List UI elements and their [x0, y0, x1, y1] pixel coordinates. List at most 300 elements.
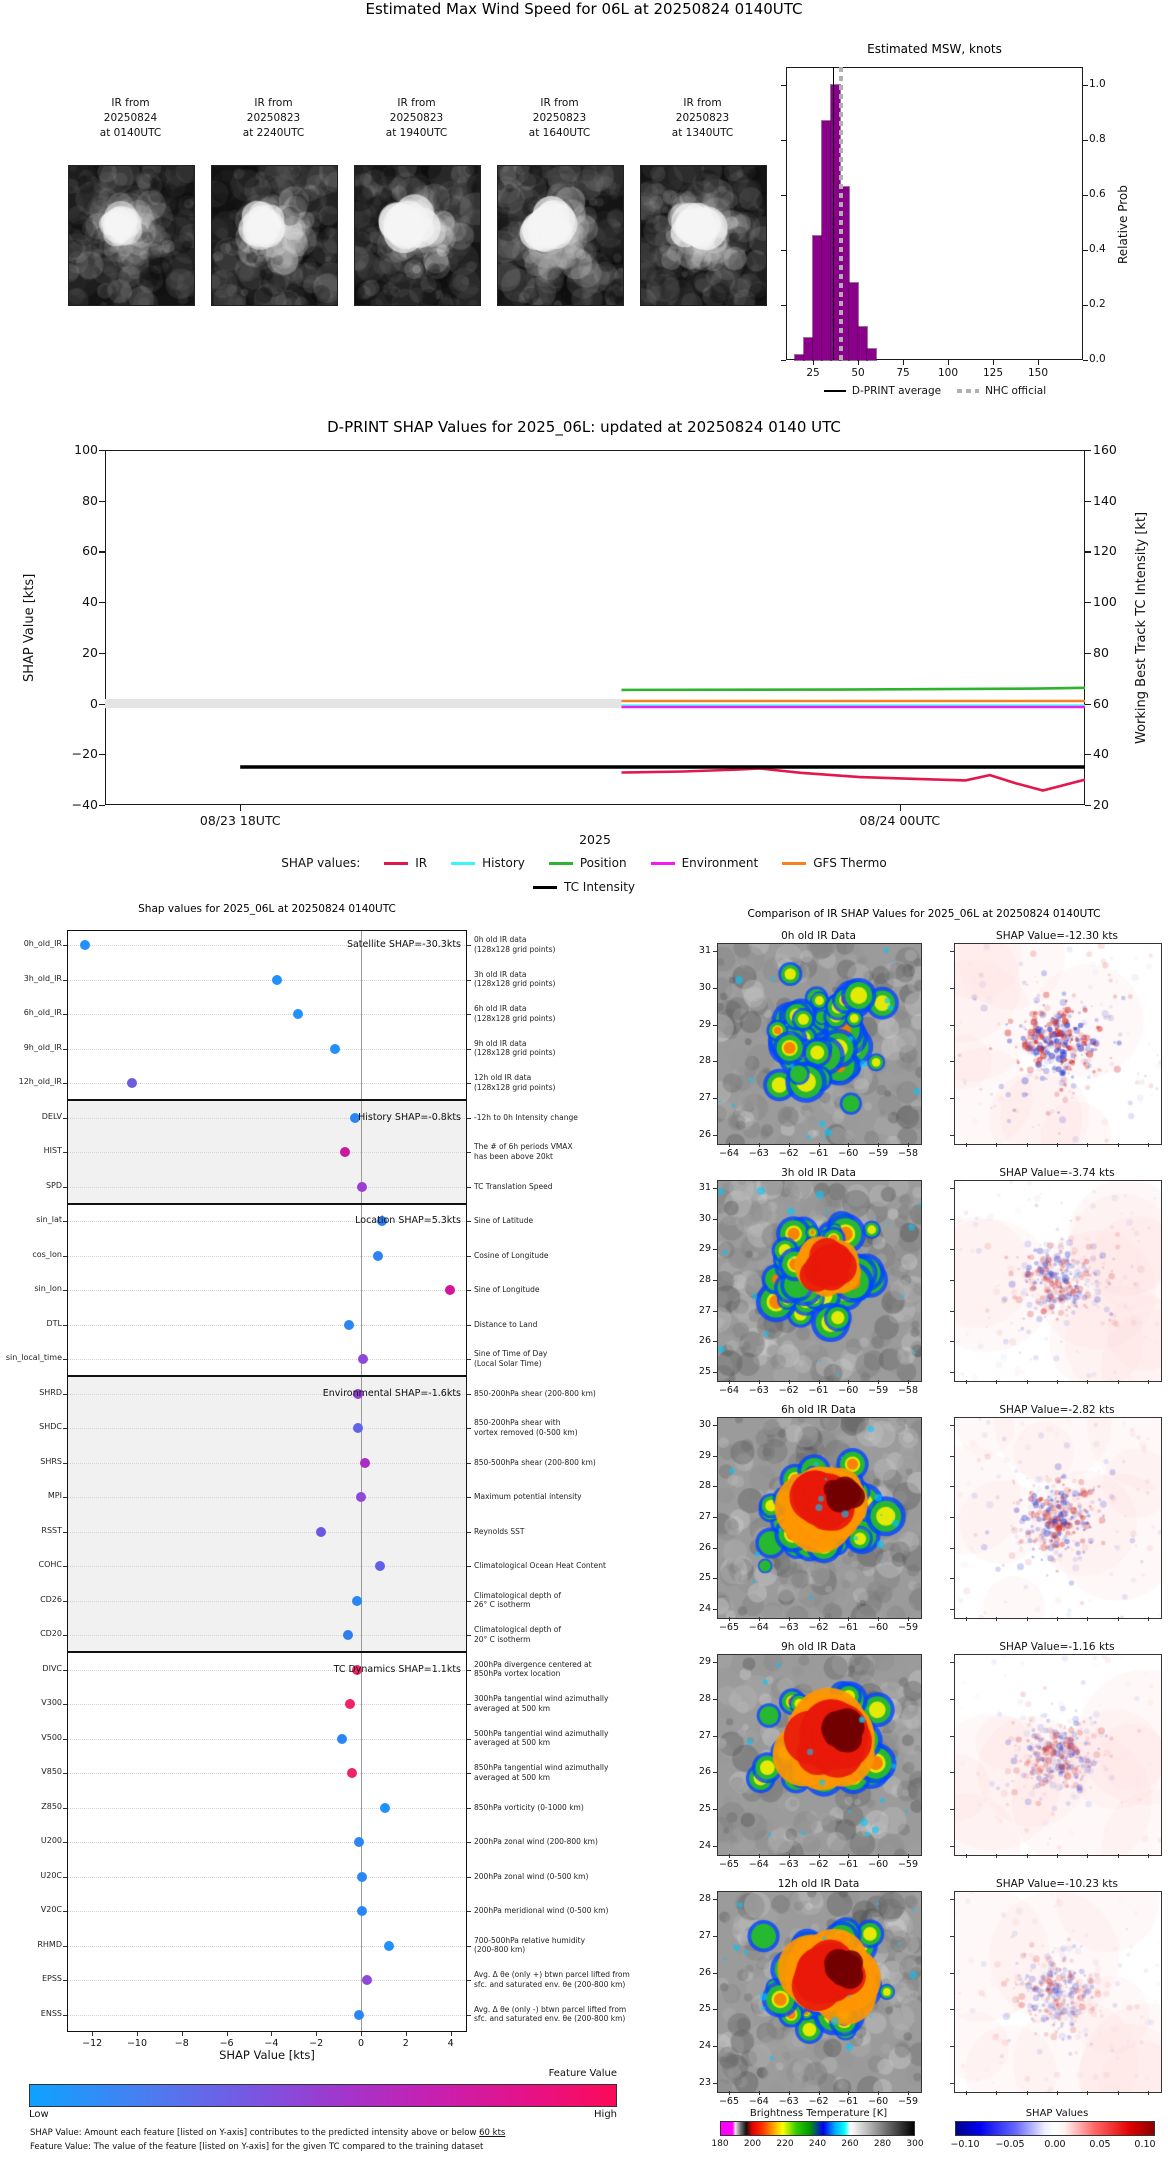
lon-tick-label: −63 [748, 1148, 769, 1159]
feature-description: 200hPa zonal wind (0-500 km) [474, 1871, 589, 1881]
feature-label: sin_local_time [5, 1353, 62, 1362]
lon-tick-mark [996, 1617, 997, 1621]
feature-label: V850 [41, 1767, 62, 1776]
shap-colorbar-tick: 0.05 [1089, 2139, 1111, 2150]
lon-tick-mark [819, 2091, 820, 2095]
lon-tick-mark [966, 1380, 967, 1384]
lat-tick-mark [950, 1973, 954, 1974]
ir-data-map [717, 1180, 922, 1382]
timeseries-xtick-label: 08/24 00UTC [859, 813, 941, 828]
lon-tick-mark [1118, 1143, 1119, 1147]
feature-label: V500 [41, 1732, 62, 1742]
shap-map-title: SHAP Value=-10.23 kts [996, 1878, 1118, 1890]
feature-label: V300 [41, 1698, 62, 1707]
feature-description: 12h old IR data (128x128 grid points) [474, 1073, 556, 1092]
feature-description: 6h old IR data (128x128 grid points) [474, 1004, 556, 1023]
lat-tick-mark [713, 1899, 717, 1900]
histogram-xtick-label: 50 [851, 367, 865, 379]
beeswarm-xtick-label: −6 [219, 2038, 234, 2049]
lon-tick-label: −63 [778, 1622, 799, 1633]
lat-tick-mark [713, 2083, 717, 2084]
lon-tick-mark [1148, 1143, 1149, 1147]
histogram-ytick-label: 0.4 [1089, 243, 1106, 255]
lon-tick-label: −58 [897, 1148, 919, 1159]
histogram-ytick-label: 0.2 [1089, 298, 1106, 310]
lon-tick-mark [996, 1143, 997, 1147]
lat-tick-mark [713, 1486, 717, 1487]
feature-label: DELV [41, 1111, 62, 1121]
lon-tick-mark [996, 1854, 997, 1858]
shap-map [954, 1654, 1162, 1856]
timeseries-ytick-right: 120 [1093, 543, 1117, 559]
lat-tick-mark [713, 1135, 717, 1136]
lon-tick-label: −60 [838, 1385, 859, 1396]
lat-tick-mark [950, 2083, 954, 2084]
feature-label: 3h_old_IR [23, 973, 62, 983]
bt-colorbar [720, 2121, 915, 2136]
shap-colorbar-tick: −0.05 [995, 2139, 1025, 2150]
lon-tick-mark [759, 1143, 760, 1147]
footnote-line: Feature Value: The value of the feature [listed on Y-axis] for the given TC compared to the training dataset [30, 2142, 484, 2152]
feature-label: U200 [40, 1836, 62, 1845]
lat-tick-label: 26 [698, 1766, 711, 1778]
histogram-ytick-label: 0.0 [1089, 353, 1106, 365]
feature-description: 850-200hPa shear with vortex removed (0-500 km) [474, 1418, 578, 1437]
lat-tick-mark [713, 1846, 717, 1847]
lat-tick-label: 25 [698, 2003, 711, 2015]
lon-tick-mark [996, 2091, 997, 2095]
feature-description: 0h old IR data (128x128 grid points) [474, 935, 556, 954]
beeswarm-xtick-label: 4 [447, 2038, 454, 2049]
section-header: Environmental SHAP=-1.6kts [322, 1387, 461, 1399]
lon-tick-mark [1087, 1854, 1088, 1858]
ir-thumbnail-label: IR from 20250824 at 0140UTC [99, 97, 162, 139]
page-title: Estimated Max Wind Speed for 06L at 20250824 0140UTC [365, 0, 803, 18]
lat-tick-mark [713, 1936, 717, 1937]
comparison-title: Comparison of IR SHAP Values for 2025_06L at 20250824 0140UTC [747, 908, 1101, 920]
bt-colorbar-tick: 280 [873, 2139, 892, 2149]
feature-value-colorbar-title: Feature Value [548, 2068, 617, 2079]
legend-label: IR [415, 856, 428, 870]
lon-tick-mark [848, 1854, 849, 1858]
lat-tick-mark [713, 1772, 717, 1773]
lat-tick-mark [950, 1517, 954, 1518]
beeswarm-xtick-label: 2 [402, 2038, 409, 2049]
lon-tick-mark [729, 1143, 730, 1147]
feature-label: sin_lat [36, 1215, 62, 1224]
lon-tick-mark [878, 1617, 879, 1621]
shap-map [954, 1891, 1162, 2093]
lon-tick-mark [1057, 2091, 1058, 2095]
lat-tick-label: 26 [698, 1541, 711, 1553]
lon-tick-label: −64 [748, 1622, 769, 1633]
feature-description: Climatological Ocean Heat Content [474, 1561, 606, 1570]
lat-tick-label: 31 [698, 1182, 711, 1193]
lon-tick-mark [1087, 1380, 1088, 1384]
feature-label: 12h_old_IR [18, 1077, 62, 1086]
lat-tick-mark [950, 1846, 954, 1847]
timeseries-ytick-right: 20 [1093, 797, 1109, 812]
lon-tick-mark [729, 1380, 730, 1384]
feature-label: SPD [45, 1180, 62, 1190]
histogram-ytick-label: 0.6 [1089, 188, 1106, 200]
lat-tick-label: 23 [698, 2077, 711, 2088]
lon-tick-mark [1148, 1617, 1149, 1621]
feature-description: Reynolds SST [474, 1526, 525, 1536]
bt-colorbar-title: Brightness Temperature [K] [749, 2108, 888, 2119]
lat-tick-label: 28 [698, 1055, 711, 1067]
timeseries-xlabel: 2025 [579, 832, 611, 847]
feature-label: HIST [43, 1146, 62, 1155]
feature-description: Cosine of Longitude [474, 1250, 549, 1260]
lat-tick-mark [713, 1548, 717, 1549]
lat-tick-mark [950, 2009, 954, 2010]
lon-tick-mark [878, 1854, 879, 1858]
timeseries-xtick-label: 08/23 18UTC [199, 813, 281, 828]
shap-colorbar-tick: 0.00 [1044, 2139, 1066, 2150]
lon-tick-label: −59 [868, 1148, 889, 1159]
lat-tick-mark [713, 1061, 717, 1062]
lon-tick-mark [759, 1854, 760, 1858]
lat-tick-label: 26 [698, 1966, 711, 1978]
feature-label: cos_lon [32, 1249, 62, 1259]
lat-tick-label: 27 [698, 1092, 711, 1104]
lon-tick-label: −62 [808, 1622, 829, 1633]
lat-tick-mark [713, 988, 717, 989]
feature-description: 850hPa tangential wind azimuthally averaged at 500 km [474, 1763, 609, 1782]
lon-tick-mark [1148, 2091, 1149, 2095]
histogram-xtick-label: 100 [937, 367, 959, 379]
lat-tick-label: 27 [698, 1304, 711, 1316]
section-header: Location SHAP=5.3kts [355, 1215, 461, 1226]
feature-label: 9h_old_IR [23, 1042, 62, 1052]
ir-data-map [717, 1417, 922, 1619]
lon-tick-mark [1087, 2091, 1088, 2095]
lon-tick-mark [759, 1380, 760, 1384]
lon-tick-mark [966, 1854, 967, 1858]
lat-tick-mark [713, 1098, 717, 1099]
lon-tick-label: −64 [748, 2096, 769, 2107]
lon-tick-label: −63 [778, 1859, 799, 1870]
lat-tick-label: 29 [698, 1449, 711, 1461]
beeswarm-xtick-label: −8 [174, 2038, 189, 2049]
bt-colorbar-tick: 220 [776, 2139, 794, 2149]
feature-description: Distance to Land [474, 1319, 538, 1329]
bt-colorbar-tick: 200 [743, 2139, 762, 2149]
feature-description: The # of 6h periods VMAX has been above 20kt [474, 1142, 573, 1161]
lat-tick-label: 27 [698, 1929, 711, 1941]
lat-tick-label: 29 [698, 1656, 711, 1667]
lat-tick-label: 27 [698, 1729, 711, 1741]
lon-tick-label: −62 [808, 1859, 829, 1870]
timeseries-ytick-left: 80 [82, 492, 98, 508]
bt-colorbar-tick: 260 [841, 2139, 859, 2149]
feature-description: 850hPa vorticity (0-1000 km) [474, 1802, 584, 1812]
timeseries-ytick-left: 20 [82, 644, 98, 660]
histogram-ytick-label: 0.8 [1089, 133, 1106, 145]
lat-tick-mark [713, 1609, 717, 1610]
lon-tick-mark [819, 1854, 820, 1858]
lat-tick-mark [713, 1341, 717, 1342]
feature-label: sin_lon [34, 1284, 62, 1293]
lon-tick-label: −59 [897, 2096, 919, 2107]
lon-tick-mark [848, 1380, 849, 1384]
lon-tick-label: −61 [808, 1385, 829, 1396]
timeseries-ytick-right: 80 [1093, 644, 1109, 660]
lon-tick-label: −60 [868, 2096, 889, 2107]
beeswarm-xtick-label: −4 [264, 2038, 279, 2049]
lat-tick-mark [713, 1578, 717, 1579]
lat-tick-mark [713, 2046, 717, 2047]
lon-tick-mark [908, 1854, 909, 1858]
bt-colorbar-tick: 180 [711, 2139, 729, 2149]
feature-description: Avg. Δ θe (only +) btwn parcel lifted from sfc. and saturated env. θe (200-800 km) [474, 1970, 630, 1989]
lat-tick-mark [713, 1699, 717, 1700]
feature-description: 200hPa zonal wind (200-800 km) [474, 1837, 598, 1846]
ir-data-map [717, 1654, 922, 1856]
lon-tick-mark [1027, 1617, 1028, 1621]
lat-tick-mark [950, 1025, 954, 1026]
timeseries-legend-title: SHAP values: [281, 856, 361, 870]
lon-tick-label: −62 [778, 1385, 799, 1396]
lon-tick-mark [729, 1617, 730, 1621]
ir-thumbnail-label: IR from 20250823 at 1940UTC [385, 97, 448, 139]
lat-tick-mark [713, 951, 717, 952]
lon-tick-mark [1027, 1380, 1028, 1384]
ir-data-map [717, 943, 922, 1145]
lon-tick-label: −65 [718, 1859, 740, 1870]
lon-tick-mark [729, 1854, 730, 1858]
lon-tick-label: −64 [718, 1148, 740, 1159]
feature-label: SHRS [40, 1456, 62, 1466]
lat-tick-label: 26 [698, 1129, 711, 1140]
feature-description: Climatological depth of 20° C isotherm [474, 1625, 561, 1644]
shap-map-title: SHAP Value=-3.74 kts [999, 1167, 1115, 1179]
lat-tick-label: 31 [698, 945, 711, 956]
feature-description: TC Translation Speed [474, 1181, 553, 1191]
lat-tick-label: 24 [698, 1840, 711, 1851]
feature-description: 300hPa tangential wind azimuthally averaged at 500 km [474, 1694, 609, 1713]
shap-map-title: SHAP Value=-2.82 kts [999, 1404, 1115, 1416]
lat-tick-mark [950, 1249, 954, 1250]
lat-tick-label: 24 [698, 2040, 711, 2052]
histogram-xtick-label: 75 [896, 367, 910, 379]
lon-tick-mark [848, 1143, 849, 1147]
timeseries-ylabel-left: SHAP Value [kts] [22, 573, 37, 682]
lat-tick-mark [950, 1736, 954, 1737]
lat-tick-mark [713, 1456, 717, 1457]
histogram-ylabel: Relative Prob [1116, 185, 1130, 265]
legend-label: D-PRINT average [851, 385, 942, 397]
feature-description: 700-500hPa relative humidity (200-800 km) [474, 1935, 586, 1954]
lat-tick-mark [713, 1219, 717, 1220]
timeseries-ytick-left: 40 [82, 594, 98, 610]
lat-tick-mark [950, 1699, 954, 1700]
lat-tick-mark [950, 1809, 954, 1810]
feature-label: U20C [40, 1870, 62, 1880]
lon-tick-mark [908, 1143, 909, 1147]
lat-tick-label: 28 [698, 1692, 711, 1704]
lat-tick-label: 29 [698, 1243, 711, 1255]
lon-tick-mark [819, 1380, 820, 1384]
lat-tick-mark [713, 1973, 717, 1974]
lat-tick-mark [950, 1609, 954, 1610]
lon-tick-mark [908, 1380, 909, 1384]
lon-tick-mark [1118, 1380, 1119, 1384]
lat-tick-mark [713, 1809, 717, 1810]
lon-tick-label: −61 [808, 1148, 829, 1159]
lon-tick-label: −61 [838, 1859, 859, 1870]
feature-label: 0h_old_IR [23, 939, 62, 948]
ir-thumbnail-label: IR from 20250823 at 1640UTC [528, 97, 591, 139]
timeseries-ytick-right: 60 [1093, 695, 1109, 711]
lon-tick-mark [1087, 1143, 1088, 1147]
lat-tick-mark [950, 1188, 954, 1189]
lon-tick-label: −61 [838, 1622, 859, 1633]
lon-tick-label: −62 [808, 2096, 829, 2107]
lon-tick-mark [996, 1380, 997, 1384]
timeseries-ytick-left: 60 [82, 543, 98, 559]
lat-tick-mark [713, 1311, 717, 1312]
lon-tick-mark [1118, 1617, 1119, 1621]
lat-tick-mark [950, 1311, 954, 1312]
lon-tick-mark [1118, 2091, 1119, 2095]
timeseries-ytick-left: 100 [74, 442, 98, 457]
lon-tick-mark [966, 1143, 967, 1147]
lon-tick-label: −61 [838, 2096, 859, 2107]
histogram-xtick-label: 125 [982, 367, 1004, 379]
timeseries-title: D-PRINT SHAP Values for 2025_06L: updated at 20250824 0140 UTC [327, 418, 841, 436]
ir-data-title: 6h old IR Data [781, 1404, 856, 1416]
lon-tick-mark [1027, 2091, 1028, 2095]
timeseries-ytick-left: 0 [90, 695, 98, 711]
lat-tick-label: 30 [698, 1212, 711, 1224]
lon-tick-mark [789, 1617, 790, 1621]
lon-tick-mark [759, 1617, 760, 1621]
feature-value-high-label: High [594, 2109, 617, 2120]
feature-description: -12h to 0h Intensity change [474, 1112, 578, 1122]
lat-tick-mark [950, 1772, 954, 1773]
section-header: TC Dynamics SHAP=1.1kts [333, 1663, 461, 1675]
lat-tick-label: 30 [698, 1419, 711, 1430]
lat-tick-mark [950, 1456, 954, 1457]
timeseries-ytick-right: 40 [1093, 746, 1109, 762]
feature-description: Sine of Longitude [474, 1285, 540, 1294]
feature-label: CD26 [40, 1594, 62, 1604]
lon-tick-mark [819, 1143, 820, 1147]
lon-tick-mark [848, 1617, 849, 1621]
lon-tick-label: −59 [868, 1385, 889, 1396]
lon-tick-mark [1148, 1854, 1149, 1858]
lat-tick-mark [950, 2046, 954, 2047]
lon-tick-mark [759, 2091, 760, 2095]
lat-tick-mark [713, 1425, 717, 1426]
ir-data-map [717, 1891, 922, 2093]
beeswarm-xlabel: SHAP Value [kts] [219, 2048, 315, 2062]
lon-tick-mark [729, 2091, 730, 2095]
ir-thumbnail-label: IR from 20250823 at 1340UTC [671, 97, 734, 139]
lat-tick-mark [950, 1936, 954, 1937]
lat-tick-mark [950, 988, 954, 989]
feature-label: Z850 [41, 1801, 62, 1811]
lon-tick-mark [878, 1143, 879, 1147]
feature-label: EPSS [41, 1974, 62, 1983]
lon-tick-label: −59 [897, 1859, 919, 1870]
legend-label: Position [579, 856, 627, 870]
lat-tick-mark [950, 1280, 954, 1281]
legend-label: TC Intensity [563, 880, 636, 894]
feature-value-low-label: Low [29, 2109, 49, 2120]
feature-label: CD20 [40, 1629, 62, 1638]
ir-data-title: 12h old IR Data [777, 1878, 860, 1890]
shap-colorbar-title: SHAP Values [1025, 2108, 1089, 2119]
lon-tick-mark [878, 1380, 879, 1384]
feature-label: ENSS [40, 2008, 62, 2018]
ir-data-title: 9h old IR Data [781, 1641, 856, 1653]
lat-tick-label: 26 [698, 1335, 711, 1347]
footnote-line: SHAP Value: Amount each feature [listed on Y-axis] contributes to the predicted intensity above or below 60 kts [30, 2128, 506, 2138]
lon-tick-label: −65 [718, 2096, 740, 2107]
lon-tick-label: −60 [838, 1148, 859, 1159]
beeswarm-xtick-label: −12 [82, 2038, 103, 2049]
lat-tick-mark [713, 1188, 717, 1189]
feature-label: SHRD [39, 1387, 62, 1397]
histogram-xtick-label: 25 [806, 367, 820, 379]
lat-tick-mark [713, 2009, 717, 2010]
lon-tick-label: −65 [718, 1622, 740, 1633]
lat-tick-mark [950, 1341, 954, 1342]
feature-description: 3h old IR data (128x128 grid points) [474, 969, 556, 988]
feature-label: RHMD [37, 1939, 62, 1949]
lon-tick-mark [789, 1854, 790, 1858]
lat-tick-mark [950, 1578, 954, 1579]
histogram-title: Estimated MSW, knots [867, 42, 1002, 56]
lon-tick-mark [789, 2091, 790, 2095]
lat-tick-mark [950, 1061, 954, 1062]
timeseries-ytick-left: −20 [71, 746, 98, 762]
lon-tick-mark [1057, 1617, 1058, 1621]
lat-tick-label: 28 [698, 1274, 711, 1285]
lon-tick-mark [1148, 1380, 1149, 1384]
lon-tick-mark [966, 2091, 967, 2095]
feature-label: COHC [38, 1560, 62, 1569]
lon-tick-mark [1087, 1617, 1088, 1621]
feature-description: Maximum potential intensity [474, 1492, 582, 1501]
lon-tick-mark [819, 1617, 820, 1621]
lon-tick-label: −63 [748, 1385, 769, 1396]
lat-tick-mark [950, 1899, 954, 1900]
lon-tick-mark [789, 1380, 790, 1384]
feature-description: 850-200hPa shear (200-800 km) [474, 1388, 596, 1398]
beeswarm-title: Shap values for 2025_06L at 20250824 0140UTC [138, 903, 396, 915]
legend-label: History [482, 856, 525, 870]
bt-colorbar-tick: 300 [906, 2139, 924, 2149]
lat-tick-mark [950, 1372, 954, 1373]
lon-tick-label: −60 [868, 1859, 889, 1870]
feature-description: 500hPa tangential wind azimuthally averaged at 500 km [474, 1728, 609, 1747]
ir-thumbnail-label: IR from 20250823 at 2240UTC [242, 97, 305, 139]
feature-description: Avg. Δ θe (only -) btwn parcel lifted from sfc. and saturated env. θe (200-800 km) [474, 2004, 627, 2023]
lon-tick-label: −64 [748, 1859, 769, 1870]
bt-colorbar-tick: 240 [808, 2139, 827, 2149]
lon-tick-mark [1057, 1380, 1058, 1384]
lon-tick-mark [908, 1617, 909, 1621]
section-header: History SHAP=-0.8kts [358, 1111, 461, 1123]
shap-map [954, 1417, 1162, 1619]
shap-map-title: SHAP Value=-12.30 kts [996, 930, 1118, 942]
timeseries-ylabel-right: Working Best Track TC Intensity [kt] [1134, 511, 1149, 744]
lat-tick-label: 25 [698, 1366, 711, 1377]
